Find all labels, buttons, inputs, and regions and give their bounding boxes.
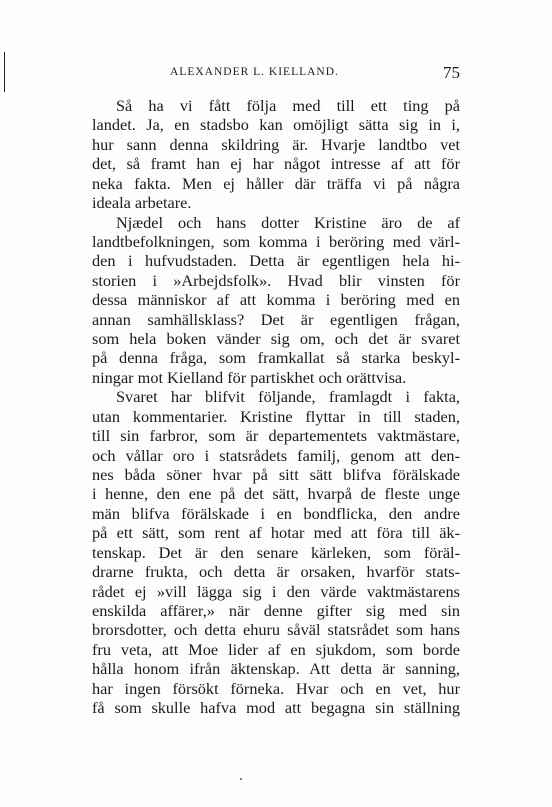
print-speck: [240, 778, 242, 780]
text-line: rådet ej »vill lägga sig i den värde vaktmästarens: [92, 581, 460, 601]
text-line: och vållar oro i statsrådets familj, genom att den-: [92, 445, 460, 465]
text-line: som hela boken vänder sig om, och det är svaret: [92, 329, 460, 349]
text-line: har ingen försökt förneka. Hvar och en vet, hur: [92, 678, 460, 698]
text-line: Svaret har blifvit följande, framlagdt i fakta,: [116, 387, 460, 407]
text-line: få som skulle hafva mod att begagna sin ställning: [92, 698, 460, 718]
text-line: annan samhällsklass? Det är egentligen frågan,: [92, 309, 460, 329]
text-line: landtbefolkningen, som komma i beröring med värl-: [92, 231, 460, 251]
text-line: till sin farbror, som är departementets vaktmästare,: [92, 426, 460, 446]
text-line: ningar mot Kielland för partiskhet och orättvisa.: [92, 367, 407, 387]
text-line: hålla honom ifrån äktenskap. Att detta är sanning,: [92, 659, 460, 679]
text-line: i henne, den ene på det sätt, hvarpå de fleste unge: [92, 484, 460, 504]
text-line: fru veta, att Moe lider af en sjukdom, som borde: [92, 639, 460, 659]
text-line: nes båda söner hvar på sitt sätt blifva förälskade: [92, 465, 460, 485]
page-header: [92, 63, 460, 86]
page-edge-mark: [4, 52, 5, 92]
text-line: utan kommentarier. Kristine flyttar in till staden,: [92, 406, 460, 426]
text-line: brorsdotter, och detta ehuru såväl statsrådet som hans: [92, 620, 460, 640]
text-line: den i hufvudstaden. Detta är egentligen hela hi-: [92, 251, 460, 271]
text-line: dessa människor af att komma i beröring med en: [92, 290, 460, 310]
running-head: ALEXANDER L. KIELLAND.: [170, 66, 339, 78]
text-line: på ett sätt, som rent af hotar med att föra till äk-: [92, 523, 460, 543]
text-line: Så ha vi fått följa med till ett ting på: [116, 96, 460, 115]
page-number: 75: [443, 63, 460, 82]
text-line: landet. Ja, en stadsbo kan omöjligt sätta sig in i,: [92, 115, 460, 135]
text-line: drarne frukta, och detta är orsaken, hvarför stats-: [92, 562, 460, 582]
text-line: Njædel och hans dotter Kristine äro de af: [116, 212, 460, 232]
text-line: hur sann denna skildring är. Hvarje landtbo vet: [92, 134, 460, 154]
text-line: ideala arbetare.: [92, 193, 192, 213]
body-text: [92, 96, 460, 718]
text-line: storien i »Arbejdsfolk». Hvad blir vinsten för: [92, 270, 460, 290]
text-line: neka fakta. Men ej håller där träffa vi på några: [92, 173, 460, 193]
text-line: på denna fråga, som framkallat så starka beskyl-: [92, 348, 460, 368]
text-line: det, så framt han ej har något intresse af att för: [92, 154, 460, 174]
text-line: män blifva förälskade i en bondflicka, den andre: [92, 503, 460, 523]
text-line: enskilda affärer,» när denne gifter sig med sin: [92, 600, 460, 620]
text-line: tenskap. Det är den senare kärleken, som föräl-: [92, 542, 460, 562]
